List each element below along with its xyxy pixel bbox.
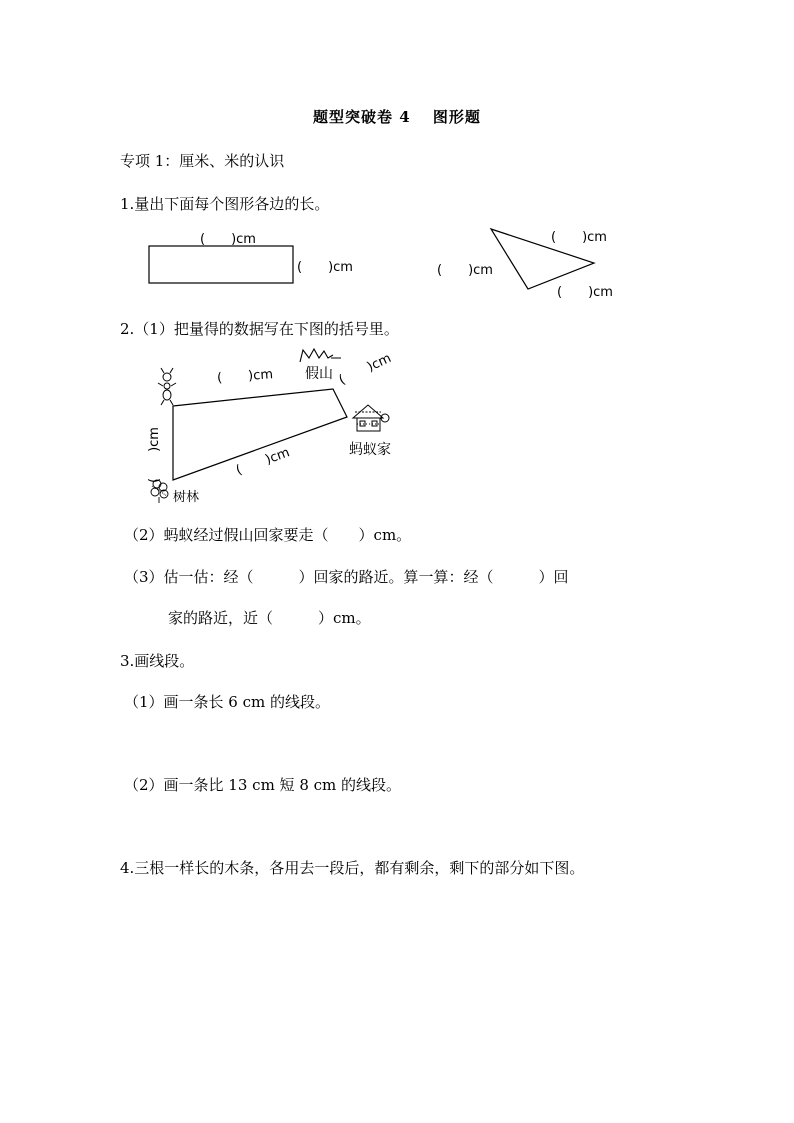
- tri-bottom-answer[interactable]: ( )cm: [557, 285, 613, 300]
- tree-icon: [151, 480, 168, 503]
- rockery-label: 假山: [305, 366, 333, 382]
- question-3: 3.画线段。: [120, 652, 195, 670]
- question-2: 2.（1）把量得的数据写在下图的括号里。: [120, 320, 399, 338]
- ant-icon: [158, 368, 176, 405]
- rockery-icon: [300, 349, 333, 362]
- forest-label: 树林: [173, 490, 200, 505]
- page-title: 题型突破卷 4 图形题: [313, 108, 481, 126]
- route-bottom-answer[interactable]: ( )cm: [234, 445, 292, 479]
- route-left-answer[interactable]: ( )cm: [147, 427, 162, 483]
- house-icon: [353, 405, 389, 431]
- ant-home-label: 蚂蚁家: [349, 442, 391, 458]
- question-1: 1.量出下面每个图形各边的长。: [120, 195, 330, 213]
- tri-top-answer[interactable]: ( )cm: [551, 230, 607, 245]
- question-3-part-1: （1）画一条长 6 cm 的线段。: [124, 693, 331, 711]
- route-top-answer[interactable]: ( )cm: [216, 367, 274, 386]
- rect-top-answer[interactable]: ( )cm: [200, 232, 256, 247]
- route-right-answer[interactable]: ( )cm: [336, 350, 394, 389]
- section-heading: 专项 1：厘米、米的认识: [120, 152, 285, 170]
- question-2-part-3-cont: 家的路近，近（ ）cm。: [168, 609, 371, 627]
- question-3-part-2: （2）画一条比 13 cm 短 8 cm 的线段。: [124, 776, 402, 794]
- tri-left-answer[interactable]: ( )cm: [437, 263, 493, 278]
- measure-rectangle: [149, 246, 293, 283]
- question-2-part-3: （3）估一估：经（ ）回家的路近。算一算：经（ ）回: [124, 568, 569, 586]
- rect-right-answer[interactable]: ( )cm: [297, 260, 353, 275]
- question-4: 4.三根一样长的木条，各用去一段后，都有剩余，剩下的部分如下图。: [120, 859, 585, 877]
- question-2-part-2: （2）蚂蚁经过假山回家要走（ ）cm。: [124, 526, 412, 544]
